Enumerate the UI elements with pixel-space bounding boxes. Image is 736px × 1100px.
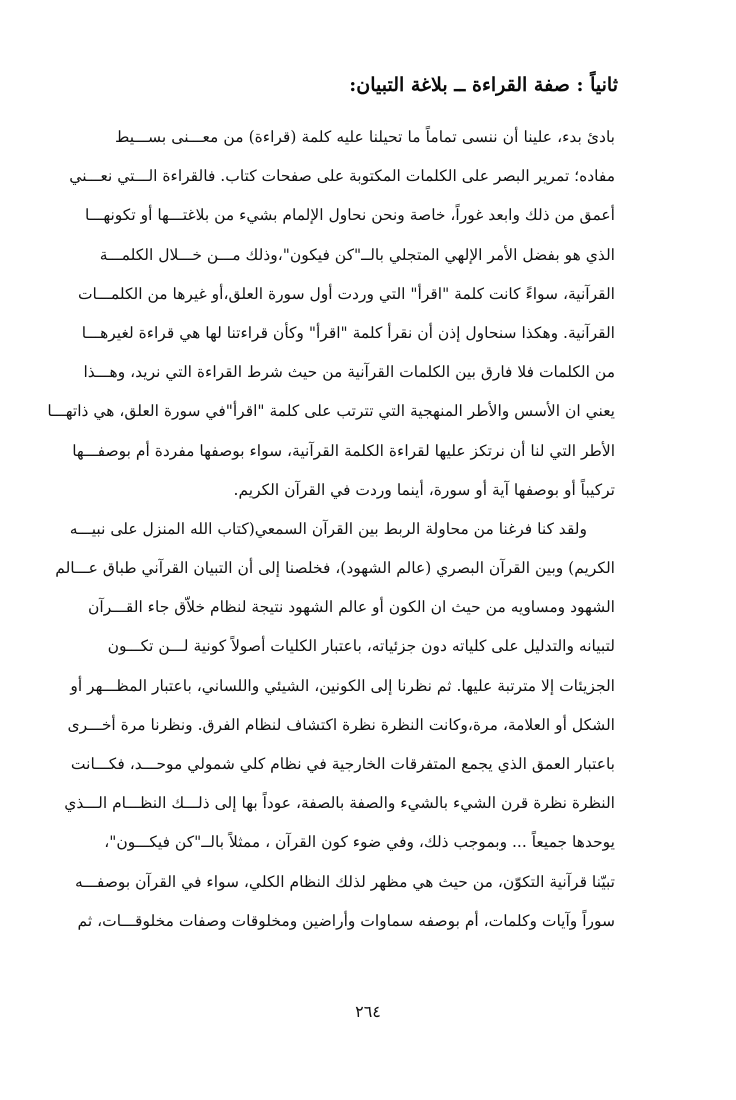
text-line: أعمق من ذلك وابعد غوراً، خاصة ونحن نحاول الإلمام بشيء من بلاغتـــها أو تكونهـــا <box>85 206 615 225</box>
text-line: الكريم) وبين القرآن البصري (عالم الشهود)، فخلصنا إلى أن التبيان القرآني طباق عـــالم <box>55 559 615 578</box>
body-text <box>47 118 615 941</box>
text-line: باعتبار العمق الذي يجمع المتفرقات الخارجية في نظام كلي شمولي موحـــد، فكـــانت <box>70 755 615 773</box>
text-line: يوحدها جميعاً ... وبموجب ذلك، وفي ضوء كون القرآن ، ممثلاً بالــ"كن فيكـــون"، <box>104 833 615 852</box>
text-line: تبيّنا قرآنية التكوّن، من حيث هي مظهر لذلك النظام الكلي، سواء في القرآن بوصفـــه <box>74 872 615 891</box>
text-line: ولقد كنا فرغنا من محاولة الربط بين القرآن السمعي(كتاب الله المنزل على نبيـــه <box>69 519 587 538</box>
text-line: الشكل أو العلامة، مرة،وكانت النظرة نظرة اكتشاف لنظام الفرق. ونظرنا مرة أخـــرى <box>67 715 615 734</box>
page-number: ٢٦٤ <box>355 1002 381 1021</box>
paragraph <box>47 118 615 510</box>
text-line: لتبيانه والتدليل على كلياته دون جزئياته، باعتبار الكليات أصولاً كونية لـــن تكـــون <box>107 637 615 656</box>
text-line: الجزيئات إلا مترتبة عليها. ثم نظرنا إلى الكونين، الشيئي واللساني، باعتبار المظـــهر أو <box>70 676 615 695</box>
text-line: القرآنية. وهكذا سنحاول إذن أن نقرأ كلمة "اقرأ" وكأن قراءتنا لها هي قراءة لغيرهـــا <box>81 323 615 342</box>
text-line: الأطر التي لنا أن نرتكز عليها لقراءة الكلمة القرآنية، سواء بوصفها مفردة أم بوصفـــها <box>72 441 615 460</box>
paragraph <box>55 510 615 941</box>
text-line: يعني ان الأسس والأطر المنهجية التي تترتب على كلمة "اقرأ"في سورة العلق، هي ذاتهـــا <box>47 402 615 421</box>
text-line: من الكلمات فلا فارق بين الكلمات القرآنية من حيث شرط القراءة التي نريد، وهـــذا <box>83 363 615 382</box>
text-line: الشهود ومساويه من حيث ان الكون أو عالم الشهود نتيجة لنظام خلاّق جاء القـــرآن <box>88 598 615 617</box>
text-line: بادئ بدء، علينا أن ننسى تماماً ما تحيلنا عليه كلمة (قراءة) من معـــنى بســـيط <box>115 128 615 146</box>
text-line: سوراً وآيات وكلمات، أم بوصفه سماوات وأراضين ومخلوقات وصفات مخلوقـــات، ثم <box>77 911 615 930</box>
text-line: الذي هو بفضل الأمر الإلهي المتجلي بالــ"كن فيكون"،وذلك مـــن خـــلال الكلمـــة <box>99 245 615 264</box>
text-line: مفاده؛ تمرير البصر على الكلمات المكتوبة على صفحات كتاب. فالقراءة الـــتي نعـــني <box>69 167 615 186</box>
section-heading: ثانياً : صفة القراءة ــ بلاغة التبيان: <box>349 74 618 96</box>
text-line: القرآنية، سواءً كانت كلمة "اقرأ" التي وردت أول سورة العلق،أو غيرها من الكلمـــات <box>77 284 615 303</box>
text-line: تركيباً أو بوصفها آية أو سورة، أينما وردت في القرآن الكريم. <box>233 480 615 499</box>
text-line: النظرة نظرة قرن الشيء بالشيء والصفة بالصفة، عوداً بها إلى ذلـــك النظـــام الـــذي <box>64 794 615 813</box>
